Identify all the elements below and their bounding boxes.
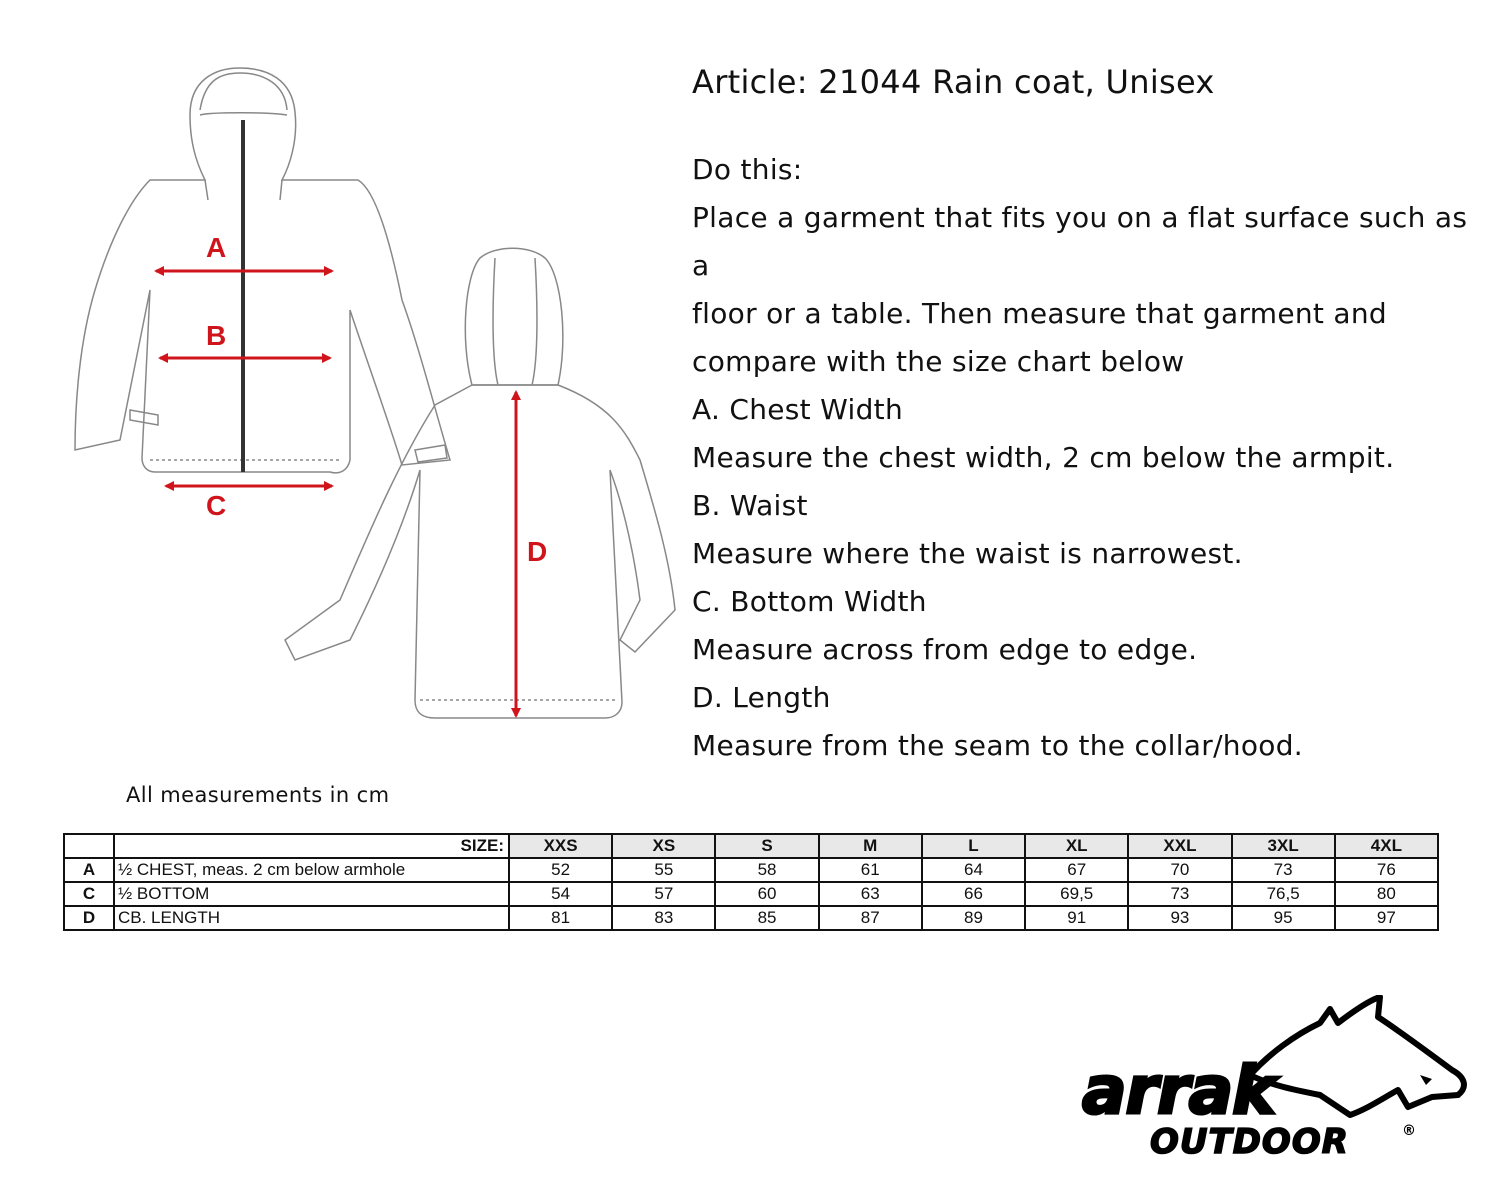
table-cell: 69,5	[1025, 882, 1128, 906]
instructions-column	[692, 58, 1482, 770]
table-cell: 54	[509, 882, 612, 906]
instruction-line: Measure from the seam to the collar/hood.	[692, 729, 1303, 762]
instruction-line: Measure the chest width, 2 cm below the armpit.	[692, 441, 1395, 474]
table-cell: 85	[715, 906, 818, 930]
table-cell: 64	[922, 858, 1025, 882]
table-cell: 57	[612, 882, 715, 906]
table-cell: 58	[715, 858, 818, 882]
size-header: M	[819, 834, 922, 858]
instruction-heading-a: A. Chest Width	[692, 393, 904, 426]
arrak-outdoor-logo	[1080, 995, 1470, 1160]
table-cell: 83	[612, 906, 715, 930]
label-c: C	[206, 490, 227, 521]
size-header: XXL	[1128, 834, 1231, 858]
table-cell: 93	[1128, 906, 1231, 930]
row-label: ½ BOTTOM	[114, 882, 509, 906]
size-header: 4XL	[1335, 834, 1438, 858]
size-header: S	[715, 834, 818, 858]
label-b: B	[206, 320, 227, 351]
table-row	[64, 882, 1438, 906]
table-cell: 61	[819, 858, 922, 882]
table-cell: 67	[1025, 858, 1128, 882]
instruction-heading-c: C. Bottom Width	[692, 585, 927, 618]
table-cell: 76	[1335, 858, 1438, 882]
table-cell: 63	[819, 882, 922, 906]
table-cell: 66	[922, 882, 1025, 906]
table-cell: 87	[819, 906, 922, 930]
back-jacket-outline	[285, 248, 675, 718]
instruction-line: Place a garment that fits you on a flat surface such as a	[692, 201, 1468, 282]
instruction-heading-b: B. Waist	[692, 489, 808, 522]
table-cell: 55	[612, 858, 715, 882]
instruction-line: Do this:	[692, 153, 803, 186]
label-a: A	[206, 232, 227, 263]
instruction-line: Measure across from edge to edge.	[692, 633, 1198, 666]
table-cell: 81	[509, 906, 612, 930]
jacket-sketch	[40, 40, 700, 740]
logo-wordmark: arrak	[1082, 1052, 1276, 1129]
article-title: Article: 21044 Rain coat, Unisex	[692, 63, 1215, 101]
size-header: XL	[1025, 834, 1128, 858]
table-header-row	[64, 834, 1438, 858]
row-code: D	[64, 906, 114, 930]
table-cell: 95	[1232, 906, 1335, 930]
size-label: SIZE:	[114, 834, 509, 858]
size-header: XXS	[509, 834, 612, 858]
wolf-logo-icon	[1080, 995, 1470, 1160]
table-cell: 80	[1335, 882, 1438, 906]
measurements-note: All measurements in cm	[126, 783, 390, 807]
registered-mark: ®	[1402, 1123, 1416, 1139]
instruction-line: compare with the size chart below	[692, 345, 1185, 378]
row-label: ½ CHEST, meas. 2 cm below armhole	[114, 858, 509, 882]
jacket-measurement-diagram	[40, 40, 700, 740]
table-corner-cell	[64, 834, 114, 858]
instruction-line: floor or a table. Then measure that garment and	[692, 297, 1387, 330]
table-cell: 52	[509, 858, 612, 882]
table-cell: 73	[1128, 882, 1231, 906]
label-d: D	[527, 536, 548, 567]
table-row	[64, 858, 1438, 882]
size-header: XS	[612, 834, 715, 858]
logo-subtitle: OUTDOOR	[1150, 1122, 1349, 1160]
instruction-line: Measure where the waist is narrowest.	[692, 537, 1243, 570]
table-cell: 76,5	[1232, 882, 1335, 906]
table-cell: 73	[1232, 858, 1335, 882]
table-cell: 97	[1335, 906, 1438, 930]
size-chart-table	[63, 833, 1439, 931]
row-label: CB. LENGTH	[114, 906, 509, 930]
table-cell: 60	[715, 882, 818, 906]
instruction-heading-d: D. Length	[692, 681, 831, 714]
table-cell: 91	[1025, 906, 1128, 930]
row-code: A	[64, 858, 114, 882]
size-header: 3XL	[1232, 834, 1335, 858]
size-header: L	[922, 834, 1025, 858]
row-code: C	[64, 882, 114, 906]
table-cell: 70	[1128, 858, 1231, 882]
table-row	[64, 906, 1438, 930]
table-cell: 89	[922, 906, 1025, 930]
